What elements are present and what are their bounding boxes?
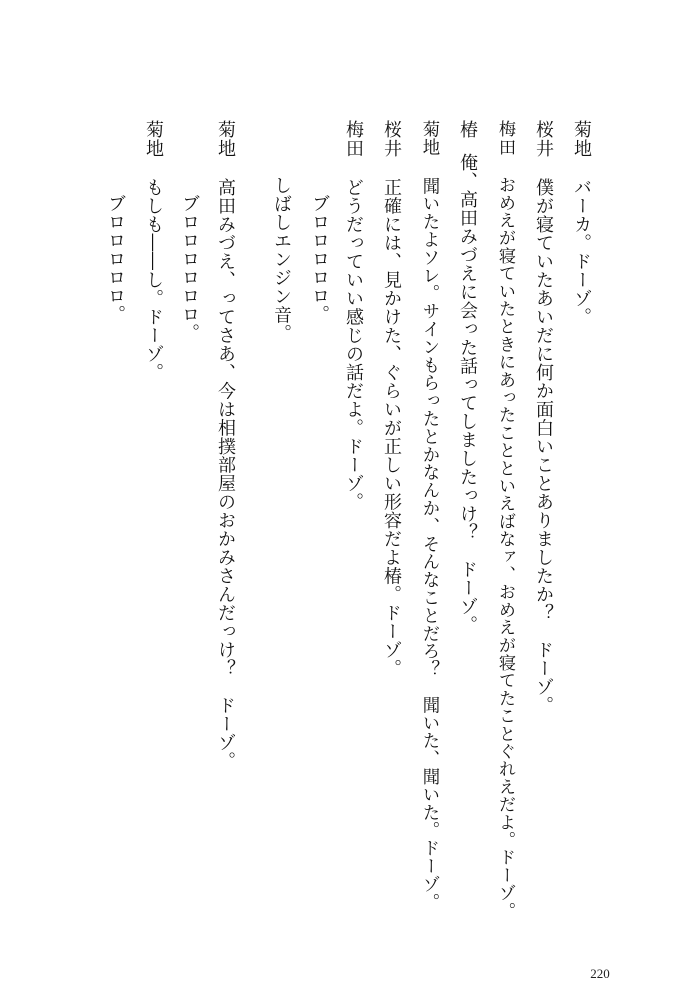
- speaker-name: 菊地: [419, 120, 439, 157]
- dialogue-line: [340, 120, 366, 511]
- dialogue-line: [212, 120, 238, 770]
- dialogue-text: おめえが寝ていたときにあったことといえばなァ、おめえが寝てたことぐれえだよ。ドーゾ。: [495, 176, 515, 920]
- dialogue-line: [140, 120, 166, 382]
- dialogue-line: [492, 120, 518, 920]
- dialogue-line: [530, 120, 556, 715]
- stage-direction: しばしエンジン音。: [271, 176, 292, 343]
- speaker-name: 菊地: [143, 120, 164, 158]
- dialogue-text: 聞いたよソレ。サインもらったとかなんか、そんなことだろ？ 聞いた、聞いた。ドーゾ。: [419, 176, 439, 911]
- dialogue-text: 高田みづえ、ってさあ、今は相撲部屋のおかみさんだっけ？ ドーゾ。: [215, 178, 236, 771]
- speaker-name: 菊地: [571, 120, 592, 158]
- dialogue-text: どうだっていい感じの話だよ。ドーゾ。: [343, 178, 364, 512]
- speaker-name: 菊地: [215, 120, 236, 158]
- page-number: 220: [590, 966, 610, 981]
- speaker-name: 桜井: [381, 120, 402, 158]
- dialogue-text: 俺、高田みづえに会った話ってしましたっけ？ ドーゾ。: [457, 153, 478, 635]
- dialogue-text: 正確には、見かけた、ぐらいが正しい形容だよ椿。ドーゾ。: [381, 178, 402, 678]
- sound-effect: ブロロロロロ。: [105, 194, 126, 324]
- dialogue-line: [378, 120, 404, 678]
- dialogue-line: [454, 120, 480, 634]
- dialogue-text: もしも――し。ドーゾ。: [143, 178, 164, 382]
- dialogue-text: 僕が寝ていたあいだに何か面白いことありましたか？ ドーゾ。: [533, 178, 554, 715]
- speaker-name: 梅田: [495, 120, 515, 157]
- speaker-name: 椿: [457, 120, 478, 139]
- dialogue-line: [568, 120, 594, 326]
- sound-effect: ブロロロロロロ。: [179, 194, 200, 342]
- speaker-name: 桜井: [533, 120, 554, 158]
- speaker-name: 梅田: [343, 120, 364, 158]
- dialogue-line: [416, 120, 442, 911]
- sound-effect: ブロロロロロ。: [309, 194, 330, 324]
- dialogue-text: バーカ。ドーゾ。: [571, 178, 592, 327]
